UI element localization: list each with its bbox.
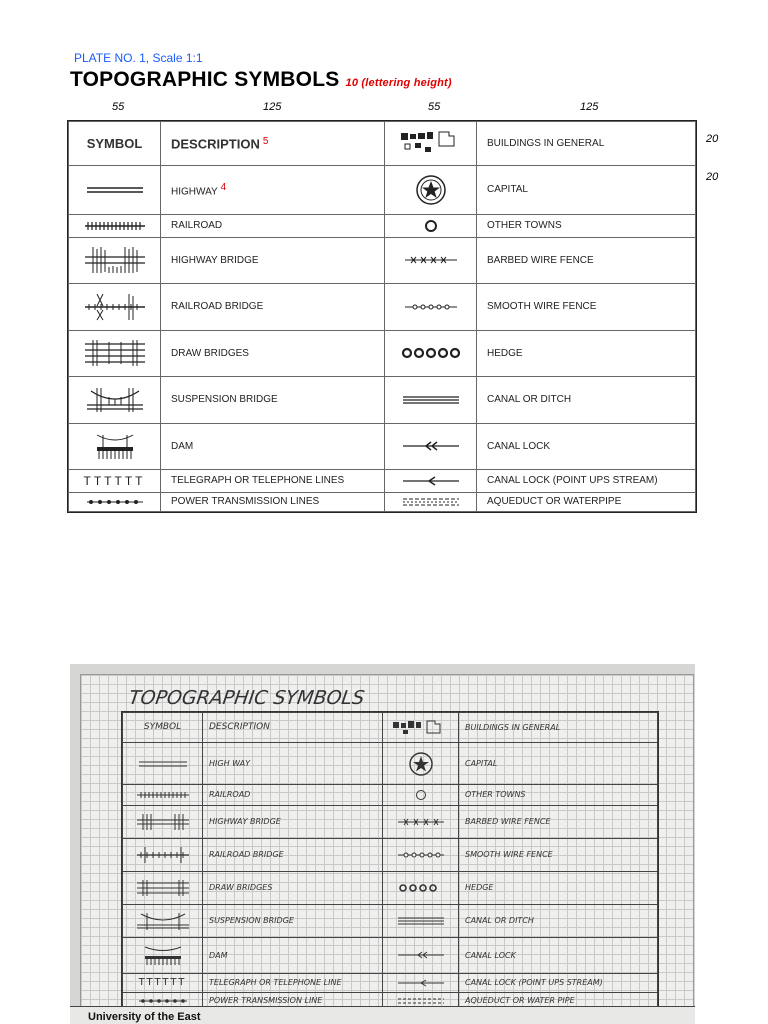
capital-star-icon bbox=[383, 742, 459, 784]
table-row bbox=[123, 871, 658, 904]
plate-number: PLATE NO. 1, Scale 1:1 bbox=[74, 51, 203, 65]
town-circle-icon bbox=[383, 785, 459, 805]
table-row bbox=[69, 122, 696, 166]
photo-description-cell: RAILROAD BRIDGE bbox=[203, 838, 383, 871]
canal-lock-upstream-icon bbox=[385, 470, 477, 493]
photo-description-cell: HIGH WAY bbox=[203, 742, 383, 784]
column-width-2: 125 bbox=[263, 101, 282, 113]
draw-bridge-icon bbox=[123, 871, 203, 904]
row-height-note-1: 20 bbox=[706, 133, 719, 145]
column-width-3: 55 bbox=[428, 101, 441, 113]
photo-description-cell: DRAW BRIDGES bbox=[203, 871, 383, 904]
header-symbol: SYMBOL bbox=[69, 122, 161, 166]
table-row bbox=[69, 492, 696, 512]
railroad-bridge-icon bbox=[123, 838, 203, 871]
description-cell: DRAW BRIDGES bbox=[161, 330, 385, 377]
table-row bbox=[123, 742, 658, 784]
description-cell: BUILDINGS IN GENERAL bbox=[477, 122, 696, 166]
description-cell: SMOOTH WIRE FENCE bbox=[477, 284, 696, 331]
photo-header-description: DESCRIPTION bbox=[203, 713, 383, 743]
description-cell: HIGHWAY BRIDGE bbox=[161, 237, 385, 284]
draw-bridge-icon bbox=[69, 330, 161, 377]
description-cell: TELEGRAPH OR TELEPHONE LINES bbox=[161, 470, 385, 493]
table-row bbox=[123, 805, 658, 838]
table-row bbox=[69, 423, 696, 470]
photo-description-cell: OTHER TOWNS bbox=[459, 785, 658, 805]
suspension-bridge-icon bbox=[69, 377, 161, 424]
dam-icon bbox=[123, 937, 203, 973]
description-cell: CAPITAL bbox=[477, 165, 696, 215]
description-cell: BARBED WIRE FENCE bbox=[477, 237, 696, 284]
description-cell: RAILROAD bbox=[161, 215, 385, 238]
highway-bridge-icon bbox=[123, 805, 203, 838]
smooth-wire-icon bbox=[383, 838, 459, 871]
table-row bbox=[69, 284, 696, 331]
description-cell: OTHER TOWNS bbox=[477, 215, 696, 238]
description-cell: HEDGE bbox=[477, 330, 696, 377]
buildings-icon bbox=[383, 713, 459, 743]
university-name: University of the East bbox=[88, 1011, 201, 1023]
photo-title: TOPOGRAPHIC SYMBOLS bbox=[127, 687, 366, 709]
canal-lock-upstream-icon bbox=[383, 973, 459, 992]
description-cell: POWER TRANSMISSION LINES bbox=[161, 492, 385, 512]
table-row bbox=[69, 377, 696, 424]
photo-description-cell: SUSPENSION BRIDGE bbox=[203, 904, 383, 937]
photo-description-cell: CANAL OR DITCH bbox=[459, 904, 658, 937]
column-width-1: 55 bbox=[112, 101, 125, 113]
railroad-icon bbox=[123, 785, 203, 805]
railroad-icon bbox=[69, 215, 161, 238]
photo-description-cell: POWER TRANSMISSION LINE bbox=[203, 992, 383, 1009]
table-row bbox=[123, 785, 658, 805]
description-cell: RAILROAD BRIDGE bbox=[161, 284, 385, 331]
grid-paper bbox=[80, 674, 694, 1024]
lettering-height-note: 10 (lettering height) bbox=[345, 77, 452, 89]
hedge-icon bbox=[385, 330, 477, 377]
highway-bridge-icon bbox=[69, 237, 161, 284]
description-cell: SUSPENSION BRIDGE bbox=[161, 377, 385, 424]
table-row bbox=[123, 838, 658, 871]
photo-description-cell: BARBED WIRE FENCE bbox=[459, 805, 658, 838]
hand-drawn-plate-photo bbox=[70, 664, 695, 1024]
row-height-note-2: 20 bbox=[706, 171, 719, 183]
canal-icon bbox=[383, 904, 459, 937]
description-size-note: 4 bbox=[220, 182, 227, 194]
town-circle-icon bbox=[385, 215, 477, 238]
table-row bbox=[69, 237, 696, 284]
photo-description-cell: HEDGE bbox=[459, 871, 658, 904]
photo-description-cell: CANAL LOCK (POINT UPS STREAM) bbox=[459, 973, 658, 992]
photo-description-cell: DAM bbox=[203, 937, 383, 973]
header-description: DESCRIPTION bbox=[171, 135, 260, 151]
capital-star-icon bbox=[385, 165, 477, 215]
row-description: HIGHWAY bbox=[171, 186, 218, 198]
header-description-note: 5 bbox=[262, 135, 269, 147]
aqueduct-icon bbox=[385, 492, 477, 512]
telegraph-icon: TTTTTT bbox=[69, 470, 161, 493]
table-row bbox=[69, 470, 696, 493]
barbed-wire-icon bbox=[383, 805, 459, 838]
canal-lock-icon bbox=[383, 937, 459, 973]
page-title bbox=[70, 68, 452, 92]
table-row bbox=[123, 904, 658, 937]
description-cell: CANAL LOCK bbox=[477, 423, 696, 470]
description-cell bbox=[161, 165, 385, 215]
photo-description-cell: CANAL LOCK bbox=[459, 937, 658, 973]
canal-icon bbox=[385, 377, 477, 424]
photo-description-cell: HIGHWAY BRIDGE bbox=[203, 805, 383, 838]
header-description-cell bbox=[161, 122, 385, 166]
symbols-table bbox=[67, 120, 697, 513]
table-row bbox=[123, 973, 658, 992]
table-row bbox=[69, 330, 696, 377]
photo-description-cell: RAILROAD bbox=[203, 785, 383, 805]
suspension-bridge-icon bbox=[123, 904, 203, 937]
photo-description-cell: AQUEDUCT OR WATER PIPE bbox=[459, 992, 658, 1009]
photo-header-symbol: SYMBOL bbox=[123, 713, 203, 743]
description-cell: DAM bbox=[161, 423, 385, 470]
photo-symbols-table bbox=[121, 711, 659, 1011]
column-width-4: 125 bbox=[580, 101, 599, 113]
table-row bbox=[69, 165, 696, 215]
photo-description-cell: BUILDINGS IN GENERAL bbox=[459, 713, 658, 743]
photo-description-cell: SMOOTH WIRE FENCE bbox=[459, 838, 658, 871]
highway-icon bbox=[123, 742, 203, 784]
power-line-icon bbox=[69, 492, 161, 512]
table-row bbox=[69, 215, 696, 238]
title-text: TOPOGRAPHIC SYMBOLS bbox=[70, 68, 340, 91]
hedge-icon bbox=[383, 871, 459, 904]
description-cell: CANAL LOCK (POINT UPS STREAM) bbox=[477, 470, 696, 493]
railroad-bridge-icon bbox=[69, 284, 161, 331]
photo-description-cell: CAPITAL bbox=[459, 742, 658, 784]
table-row bbox=[123, 937, 658, 973]
buildings-icon bbox=[385, 122, 477, 166]
photo-description-cell: TELEGRAPH OR TELEPHONE LINE bbox=[203, 973, 383, 992]
description-cell: CANAL OR DITCH bbox=[477, 377, 696, 424]
highway-icon bbox=[69, 165, 161, 215]
table-row bbox=[123, 713, 658, 743]
dam-icon bbox=[69, 423, 161, 470]
barbed-wire-icon bbox=[385, 237, 477, 284]
description-cell: AQUEDUCT OR WATERPIPE bbox=[477, 492, 696, 512]
telegraph-icon: TTTTTT bbox=[123, 973, 203, 992]
smooth-wire-icon bbox=[385, 284, 477, 331]
canal-lock-icon bbox=[385, 423, 477, 470]
title-block bbox=[70, 1006, 695, 1024]
